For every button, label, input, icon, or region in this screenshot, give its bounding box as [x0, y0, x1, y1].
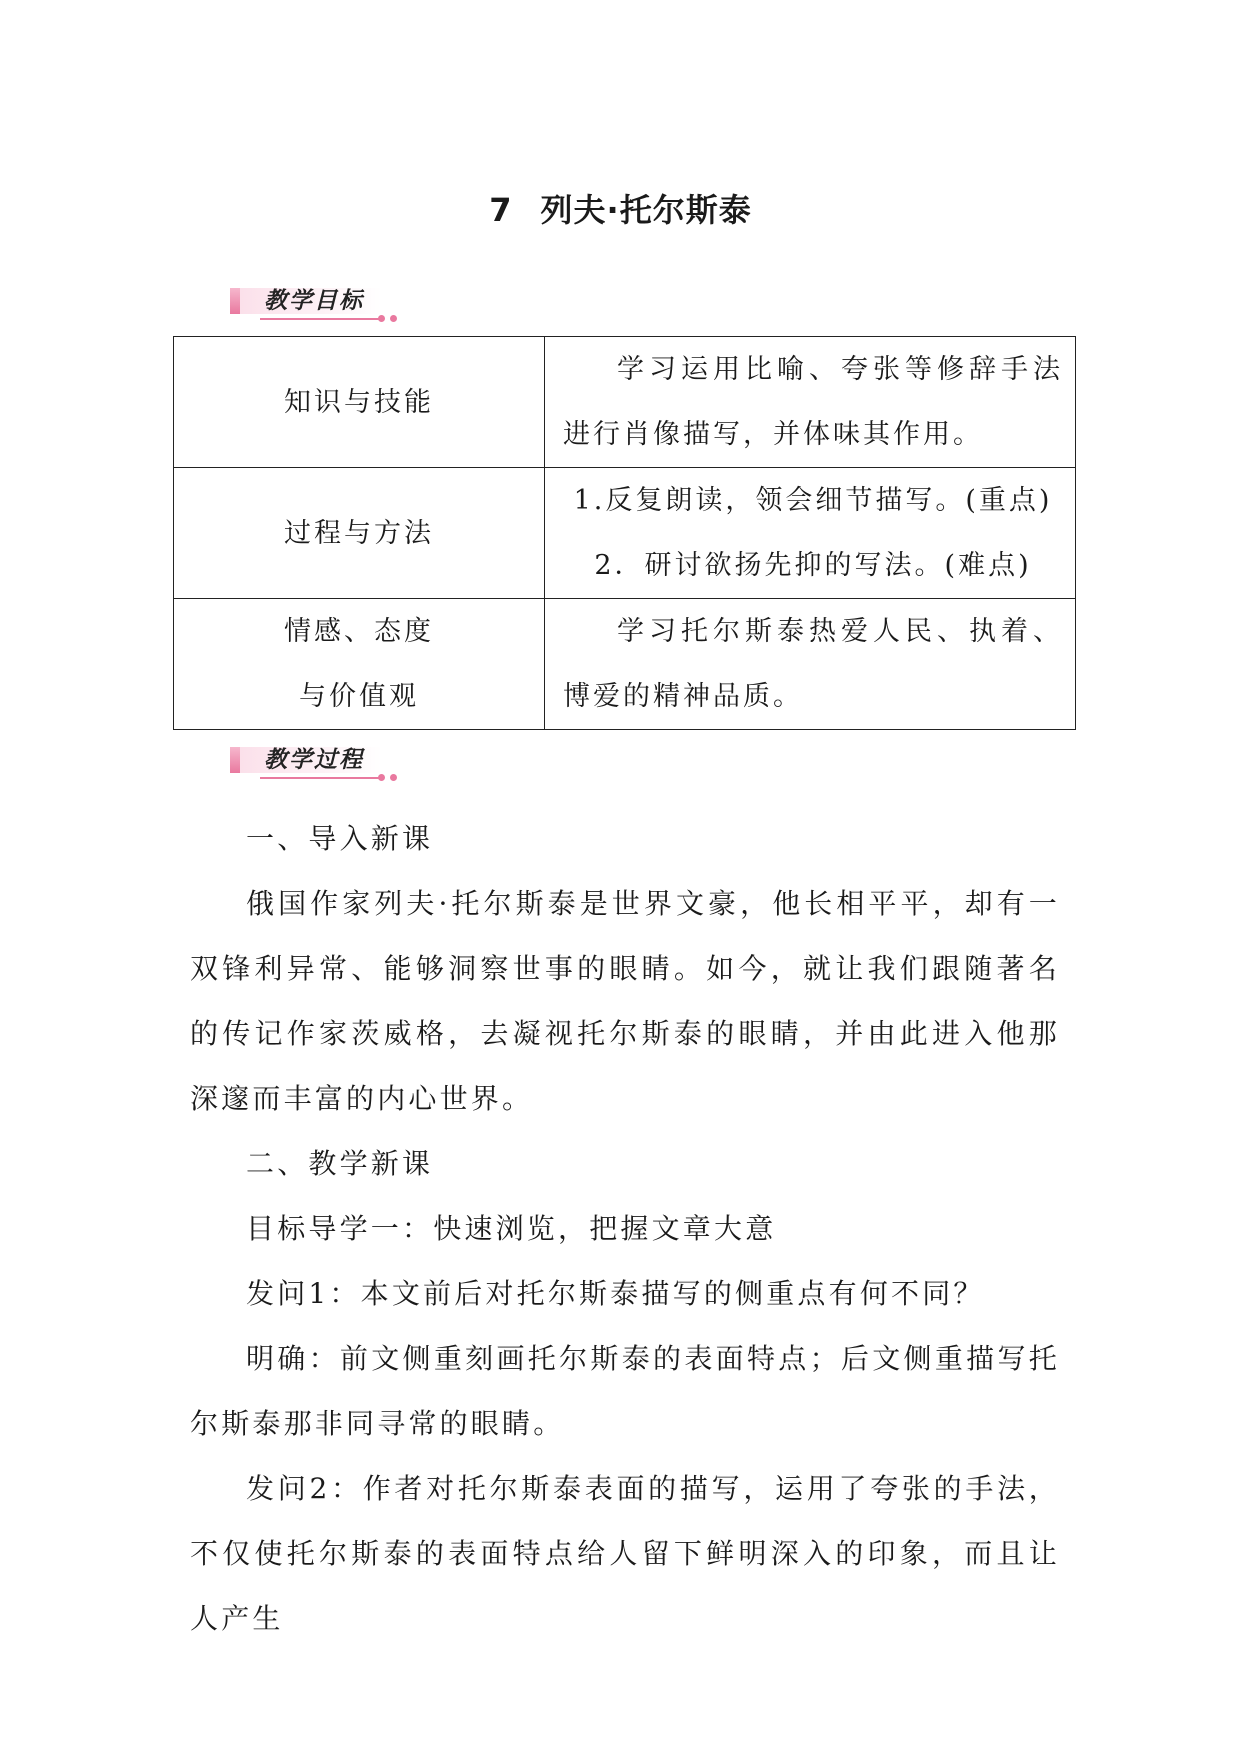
table-row: [174, 337, 1076, 468]
table-cell-content: 学习运用比喻、夸张等修辞手法进行肖像描写，并体味其作用。: [545, 337, 1076, 468]
table-row: [174, 599, 1076, 730]
table-cell-category: 过程与方法: [174, 468, 545, 599]
table-cell-category: 情感、态度 与价值观: [174, 599, 545, 730]
section-header-process: [230, 743, 410, 783]
page-title: [0, 188, 1241, 232]
section-label-objectives: 教学目标: [264, 288, 364, 314]
paragraph: 目标导学一：快速浏览，把握文章大意: [246, 1212, 777, 1245]
lesson-title: 列夫·托尔斯泰: [540, 191, 752, 229]
lesson-number: 7: [489, 191, 513, 229]
section-label-process: 教学过程: [264, 747, 364, 773]
section-header-objectives: [230, 284, 410, 324]
paragraph: 俄国作家列夫·托尔斯泰是世界文豪，他长相平平，却有一双锋利异常、能够洞察世事的眼睛。如今，就让我们跟随著名的传记作家茨威格，去凝视托尔斯泰的眼睛，并由此进入他那深邃而丰富的内心世界。: [190, 887, 1060, 1115]
objectives-table: [173, 336, 1076, 730]
paragraph: 明确：前文侧重刻画托尔斯泰的表面特点；后文侧重描写托尔斯泰那非同寻常的眼睛。: [190, 1342, 1060, 1440]
body-text: [190, 806, 1060, 1651]
paragraph-heading-new-lesson: 二、教学新课: [246, 1147, 434, 1180]
table-cell-category: 知识与技能: [174, 337, 545, 468]
paragraph-heading-intro: 一、导入新课: [246, 822, 434, 855]
table-cell-content: 1.反复朗读，领会细节描写。(重点) 2．研讨欲扬先抑的写法。(难点): [545, 468, 1076, 599]
paragraph: 发问2：作者对托尔斯泰表面的描写，运用了夸张的手法，不仅使托尔斯泰的表面特点给人留下鲜明深入的印象，而且让人产生: [190, 1472, 1060, 1635]
paragraph: 发问1：本文前后对托尔斯泰描写的侧重点有何不同？: [246, 1277, 985, 1310]
table-cell-content: 学习托尔斯泰热爱人民、执着、博爱的精神品质。: [545, 599, 1076, 730]
table-row: [174, 468, 1076, 599]
